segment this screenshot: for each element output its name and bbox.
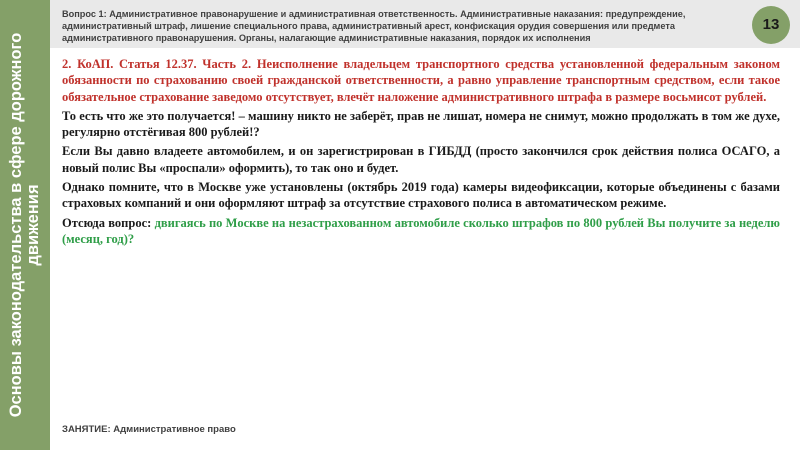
question-text: двигаясь по Москве на незастрахованном автомобиле сколько штрафов по 800 рублей Вы получите за неделю (месяц, год)?	[62, 215, 780, 246]
slide-number-badge: 13	[752, 6, 790, 44]
paragraph-consequence: То есть что же это получается! – машину никто не заберёт, прав не лишат, номера не снимут, можно продолжать в том же духе, регулярно отстёгивая 800 рублей!?	[62, 108, 780, 140]
paragraph-cameras: Однако помните, что в Москве уже установлены (октябрь 2019 года) камеры видеофиксации, которые объединены с базами страховых компаний и они оформляют штраф за отсутствие страхового полиса в автоматическом режиме.	[62, 180, 780, 211]
question-lead: Отсюда вопрос:	[62, 215, 152, 230]
law-text: Неисполнение владельцем транспортного средства установленной федеральным законом обязанности по страхованию своей гражданской ответственности, а равно управление транспортным средством, если такое обязательное страхование заведомо отсутствует, влечёт наложение административного штрафа в размере восьмисот рублей.	[62, 57, 780, 104]
slide-content	[62, 56, 780, 250]
question-title: Вопрос 1: Административное правонарушение и административная ответственность. Административные наказания: предупреждение, административный штраф, лишение специального права, административный арест, конфискация орудия совершения или предмета административного правонарушения. Органы, налагающие административные наказания, порядок их исполнения	[62, 9, 686, 43]
sidebar-title: Основы законодательства в сфере дорожного движения	[7, 32, 42, 418]
sidebar	[0, 0, 50, 450]
law-reference: 2. КоАП. Статья 12.37. Часть 2.	[62, 57, 252, 71]
paragraph-question	[62, 215, 780, 248]
paragraph-law	[62, 56, 780, 105]
paragraph-registration: Если Вы давно владеете автомобилем, и он зарегистрирован в ГИБДД (просто закончился срок действия полиса ОСАГО, а новый полис Вы «проспали» оформить), то так оно и будет.	[62, 144, 780, 175]
footer-lesson: ЗАНЯТИЕ: Административное право	[62, 424, 236, 435]
